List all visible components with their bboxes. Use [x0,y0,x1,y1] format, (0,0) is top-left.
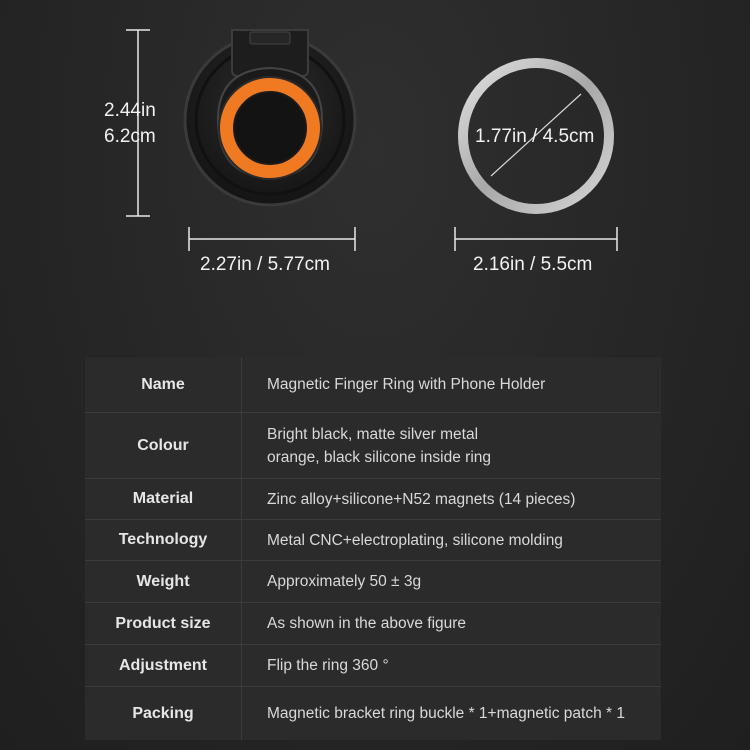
spec-label: Colour [85,413,242,478]
dimension-graphics [0,0,750,340]
spec-row-material [85,478,661,519]
spec-value [267,561,661,602]
spec-table [85,357,661,740]
spec-value-line: orange, black silicone inside ring [267,448,492,466]
spec-value-line: Magnetic bracket ring buckle * 1+magnetic patch * 1 [267,705,625,722]
spec-row-technology [85,519,661,560]
spec-value [267,479,661,519]
spec-row-product-size [85,602,661,644]
spec-row-colour [85,412,661,478]
spec-value-line: Zinc alloy+silicone+N52 magnets (14 pieces) [267,490,576,508]
spec-value [267,687,661,740]
spec-row-adjustment [85,644,661,686]
height-label [104,98,156,150]
spec-value [267,645,661,686]
holder-width-dimension-line [189,227,355,251]
spec-label: Weight [85,561,242,602]
spec-value-line: Flip the ring 360 ° [267,657,389,674]
spec-label: Technology [85,520,242,560]
spec-row-packing [85,686,661,740]
spec-value [267,520,661,560]
spec-value-line: Bright black, matte silver metal [267,425,479,443]
spec-row-name [85,357,661,412]
spec-value-line: As shown in the above figure [267,615,467,632]
spec-label: Name [85,357,242,412]
spec-value-line: Magnetic Finger Ring with Phone Holder [267,376,546,393]
height-inches: 2.44in [104,100,156,121]
spec-label: Product size [85,603,242,644]
product-dimension-diagram [0,0,750,340]
ring-width-label: 2.16in / 5.5cm [473,254,593,275]
spec-value-line: Approximately 50 ± 3g [267,573,422,590]
spec-label: Material [85,479,242,519]
spec-value-line: Metal CNC+electroplating, silicone molding [267,531,563,549]
spec-value [267,413,661,478]
spec-row-weight [85,560,661,602]
spec-value [267,603,661,644]
ring-width-dimension-line [455,227,617,251]
holder-width-label: 2.27in / 5.77cm [200,254,330,275]
spec-value [267,357,661,412]
height-cm: 6.2cm [104,126,156,147]
ring-diameter-label: 1.77in / 4.5cm [475,126,595,147]
ring-holder-image [185,30,355,205]
spec-label: Adjustment [85,645,242,686]
spec-label: Packing [85,687,242,740]
